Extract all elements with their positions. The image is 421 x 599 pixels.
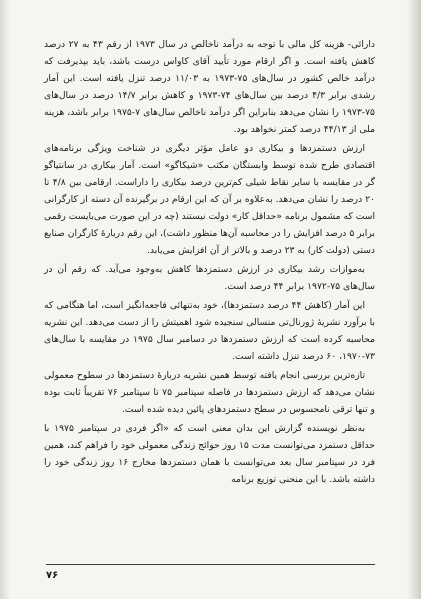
page-edge-right — [407, 0, 421, 599]
page-edge-left — [0, 0, 10, 599]
page-number: ۷۶ — [46, 570, 59, 581]
paragraph: به‌نظر نویسنده گزارش این بدان معنی است که «اگر فردی در سپتامبر ۱۹۷۵ با حداقل دستمزد می‌توانست مدت ۱۵ روز حوائج زندگی معمولی خود را فراهم کند، همین فرد در سپتامبر سال بعد می‌توانست با همان دستمزدها مخارج ۱۶ روز زندگی خود را داشته باشد. با این منحنی توزیع برنامه — [44, 423, 375, 485]
paragraph: تازه‌ترین بررسی انجام یافته توسط همین نشریه دربارهٔ دستمزدها در سطوح معمولی نشان می‌دهد که ارزش دستمزدها در فاصله سپتامبر ۷۵ تا سپتامبر ۷۶ تقریباً ثابت بوده و تنها ترقی نامحسوس در سطح دستمزدهای پائین دیده شده است. — [44, 370, 375, 415]
paragraph: به‌موازات رشد بیکاری در ارزش دستمزدها کاهش به‌وجود می‌آید. که رقم آن در سال‌های ۷۵-۱۹۷۲ برابر ۴۴ درصد است. — [44, 264, 375, 292]
paragraph: دارائی- هزینه کل مالی با توجه به درآمد ناخالص در سال ۱۹۷۳ از رقم ۴۳ به ۲۷ درصد کاهش یافته است. و اگر ارقام مورد تأیید آقای کاواس درست باشد، باید بپذیرفت که درآمد خالص کشور در سال‌های ۷۵-۱۹۷۳ به ۱۱/۰۳ درصد تنزل یافته است. این آمار رشدی برابر ۴/۳ درصد بین سال‌های ۷۴-۱۹۷۳ و کاهش برابر ۱۴/۷ درصد در سال‌های ۷۵-۱۹۷۳ را نشان می‌دهد بنابراین اگر درآمد ناخالص سال‌های ۷-۱۹۷۵ برابر باشد، هزینه ملی از ۴۴/۱۳ درصد کمتر نخواهد بود. — [44, 39, 376, 135]
body-text — [44, 36, 375, 490]
paragraph: ارزش دستمزدها و بیکاری دو عامل مؤثر دیگری در شناخت ویژگی برنامه‌های اقتصادی طرح شده توسط وابستگان مکتب «شیکاگو» است. آمار بیکاری در سانتیاگو گر در مقایسه با سایر نقاط شیلی کم‌ترین درصد بیکاری را داراست. ارقامی بین ۴/۸ تا ۲۰ درصد را نشان می‌دهد. به‌علاوه بر آن که این ارقام در برگیرنده آن دسته از کارگرانی است که مشمول برنامه «حداقل کار» دولت نیستند (چه در این صورت می‌بایست رقمی برابر ۵ درصد افزایش را در محاسبه آن‌ها منظور داشت)، این رقم دربارهٔ کارگران صنایع دستی (دولت کار) به ۲۳ درصد و بالاتر از آن افزایش می‌یابد. — [44, 143, 375, 256]
paragraph: این آمار (کاهش ۴۴ درصد دستمزدها)، خود به‌تنهائی فاجعه‌انگیز است، اما هنگامی که با برآورد نشریهٔ ژورنال‌تی منسالی سنجیده شود اهمیتش را از دست می‌دهد. این نشریه محاسبه کرده است که ارزش دستمزدها در دسامبر سال ۱۹۷۵ در مقایسه با سال‌های ۷۳-۱۹۷۰، ۶۰ درصد تنزل داشته است. — [44, 300, 376, 362]
footer-rule — [46, 564, 375, 565]
